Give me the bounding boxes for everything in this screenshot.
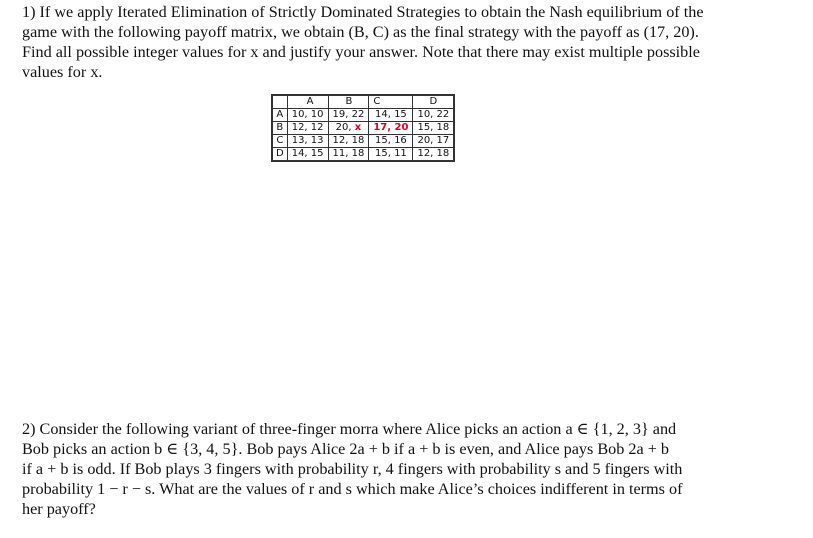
- question-2-line: 2) Consider the following variant of three-finger morra where Alice picks an action a ∈ {1, 2, 3} and: [22, 420, 677, 438]
- payoff-cell-with-variable: [328, 122, 369, 135]
- payoff-cell: 15, 16: [369, 135, 413, 148]
- payoff-cell: 14, 15: [369, 109, 413, 122]
- column-header-b: B: [328, 96, 369, 109]
- matrix-row-a: [273, 109, 454, 122]
- row-header-a: A: [273, 109, 288, 122]
- payoff-matrix: [272, 95, 454, 161]
- question-2-line: probability 1 − r − s. What are the values of r and s which make Alice’s choices indifferent in terms of: [22, 480, 683, 498]
- payoff-cell: 12, 18: [328, 135, 369, 148]
- question-2-line: Bob picks an action b ∈ {3, 4, 5}. Bob pays Alice 2a + b if a + b is even, and Alice pays Bob 2a + b: [22, 440, 669, 458]
- column-header-d: D: [413, 96, 454, 109]
- row-header-d: D: [273, 148, 288, 161]
- matrix-row-c: [273, 135, 454, 148]
- payoff-cell: 12, 12: [287, 122, 328, 135]
- question-1-line: values for x.: [22, 63, 103, 81]
- column-header-c: C: [369, 96, 413, 109]
- payoff-cell: 11, 18: [328, 148, 369, 161]
- question-1-line: Find all possible integer values for x and justify your answer. Note that there may exist multiple possible: [22, 43, 700, 61]
- question-2-line: if a + b is odd. If Bob plays 3 fingers with probability r, 4 fingers with probability s and 5 fingers with: [22, 460, 683, 478]
- payoff-cell: 13, 13: [287, 135, 328, 148]
- payoff-cell: 15, 11: [369, 148, 413, 161]
- payoff-cell: 12, 18: [413, 148, 454, 161]
- matrix-corner-cell: [273, 96, 288, 109]
- payoff-cell: 10, 10: [287, 109, 328, 122]
- question-2-text: [22, 419, 778, 519]
- question-2-line: her payoff?: [22, 500, 96, 518]
- payoff-cell: 20, 17: [413, 135, 454, 148]
- matrix-row-b: [273, 122, 454, 135]
- question-1-line: game with the following payoff matrix, we obtain (B, C) as the final strategy with the payoff as (17, 20).: [22, 23, 699, 41]
- payoff-prefix: 20,: [335, 122, 355, 133]
- payoff-cell: 19, 22: [328, 109, 369, 122]
- variable-x: x: [354, 122, 362, 133]
- matrix-row-d: [273, 148, 454, 161]
- row-header-c: C: [273, 135, 288, 148]
- equilibrium-payoff-cell: 17, 20: [369, 122, 413, 135]
- column-header-a: A: [287, 96, 328, 109]
- row-header-b: B: [273, 122, 288, 135]
- question-1-line: 1) If we apply Iterated Elimination of Strictly Dominated Strategies to obtain the Nash equilibrium of the: [22, 3, 704, 21]
- payoff-cell: 10, 22: [413, 109, 454, 122]
- payoff-cell: 15, 18: [413, 122, 454, 135]
- payoff-cell: 14, 15: [287, 148, 328, 161]
- question-1-text: [22, 2, 778, 82]
- matrix-header-row: [273, 96, 454, 109]
